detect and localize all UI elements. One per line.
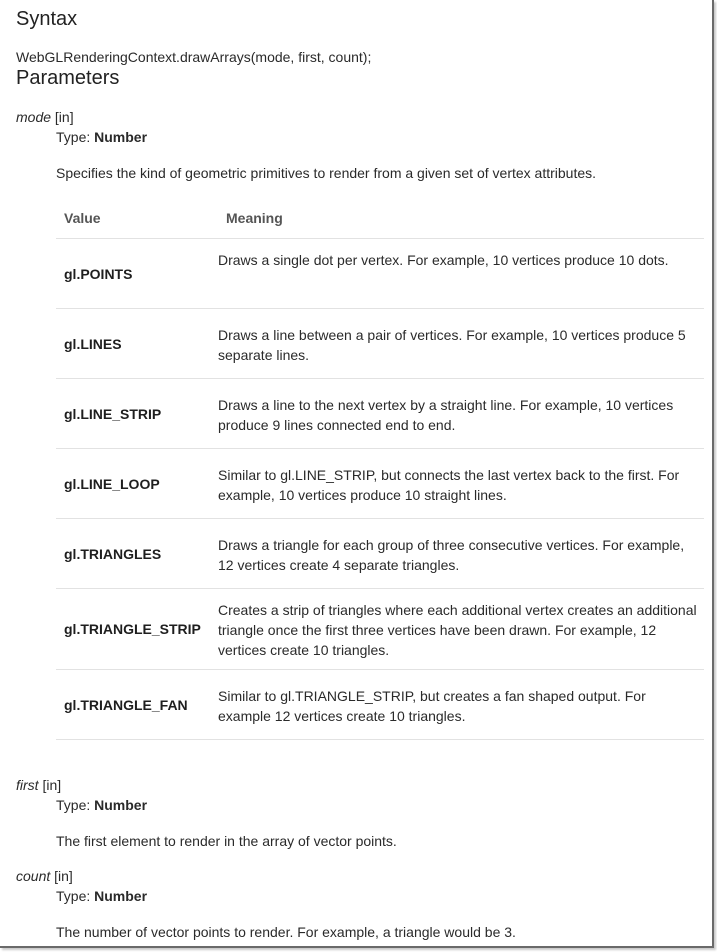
syntax-heading: Syntax xyxy=(16,8,78,30)
table-cell-meaning xyxy=(218,589,704,670)
param-count-type-value: Number xyxy=(94,888,148,904)
param-mode-label: mode xyxy=(16,109,52,125)
param-mode-type-label: Type: xyxy=(56,129,91,145)
table-cell-value: gl.LINES xyxy=(56,309,218,379)
table-cell-meaning xyxy=(218,519,704,589)
parameters-heading: Parameters xyxy=(16,67,120,89)
param-mode-description: Specifies the kind of geometric primitives to render from a given set of vertex attributes. xyxy=(56,165,597,181)
meaning-text: Similar to gl.LINE_STRIP, but connects the last vertex back to the first. For example, 10 vertices produce 10 straight lines. xyxy=(218,466,680,503)
param-count-name xyxy=(16,868,73,884)
param-first-label: first xyxy=(16,777,39,793)
table-cell-value: gl.POINTS xyxy=(56,239,218,309)
meaning-text: Draws a line to the next vertex by a straight line. For example, 10 vertices produce 9 lines connected end to end. xyxy=(218,396,674,433)
param-count-label: count xyxy=(16,868,51,884)
table-row xyxy=(56,309,704,379)
table-cell-meaning xyxy=(218,379,704,449)
table-row xyxy=(56,670,704,740)
table-cell-meaning xyxy=(218,449,704,519)
param-first-type-value: Number xyxy=(94,797,148,813)
table-row xyxy=(56,449,704,519)
param-count-description: The number of vector points to render. For example, a triangle would be 3. xyxy=(56,924,516,940)
table-cell-meaning xyxy=(218,670,704,740)
meaning-text: Creates a strip of triangles where each additional vertex creates an additional triangle once the first three vertices have been drawn. For example, 12 vertices create 10 triangles. xyxy=(218,602,697,658)
param-mode-type-value: Number xyxy=(94,129,148,145)
table-header-meaning: Meaning xyxy=(218,198,704,239)
table-cell-value: gl.TRIANGLES xyxy=(56,519,218,589)
table-cell-value: gl.LINE_STRIP xyxy=(56,379,218,449)
table-cell-value: gl.TRIANGLE_STRIP xyxy=(56,589,218,670)
table-cell-value: gl.LINE_LOOP xyxy=(56,449,218,519)
param-count-type-label: Type: xyxy=(56,888,91,904)
param-first-name xyxy=(16,777,61,793)
param-count-direction: [in] xyxy=(54,868,73,884)
table-cell-value: gl.TRIANGLE_FAN xyxy=(56,670,218,740)
table-header-value: Value xyxy=(56,198,218,239)
param-mode-direction: [in] xyxy=(54,109,74,125)
table-cell-meaning xyxy=(218,239,704,309)
mode-values-table xyxy=(56,198,704,740)
param-first-type-label: Type: xyxy=(56,797,91,813)
table-header-row xyxy=(56,198,704,239)
meaning-text: Draws a single dot per vertex. For example, 10 vertices produce 10 dots. xyxy=(218,252,669,268)
table-cell-meaning xyxy=(218,309,704,379)
param-count-type xyxy=(56,888,147,904)
meaning-text: Draws a triangle for each group of three consecutive vertices. For example, 12 vertices create 4 separate triangles. xyxy=(218,536,685,573)
param-first-description: The first element to render in the array of vector points. xyxy=(56,833,397,849)
param-mode-name xyxy=(16,109,74,125)
meaning-text: Similar to gl.TRIANGLE_STRIP, but creates a fan shaped output. For example 12 vertices create 10 triangles. xyxy=(218,687,646,724)
table-row xyxy=(56,589,704,670)
param-first-direction: [in] xyxy=(42,777,62,793)
param-first-type xyxy=(56,797,147,813)
param-mode-type xyxy=(56,129,147,145)
table-row xyxy=(56,379,704,449)
table-row xyxy=(56,519,704,589)
method-signature: WebGLRenderingContext.drawArrays(mode, first, count); xyxy=(16,49,372,65)
table-row xyxy=(56,239,704,309)
meaning-text: Draws a line between a pair of vertices. For example, 10 vertices produce 5 separate lines. xyxy=(218,326,686,363)
